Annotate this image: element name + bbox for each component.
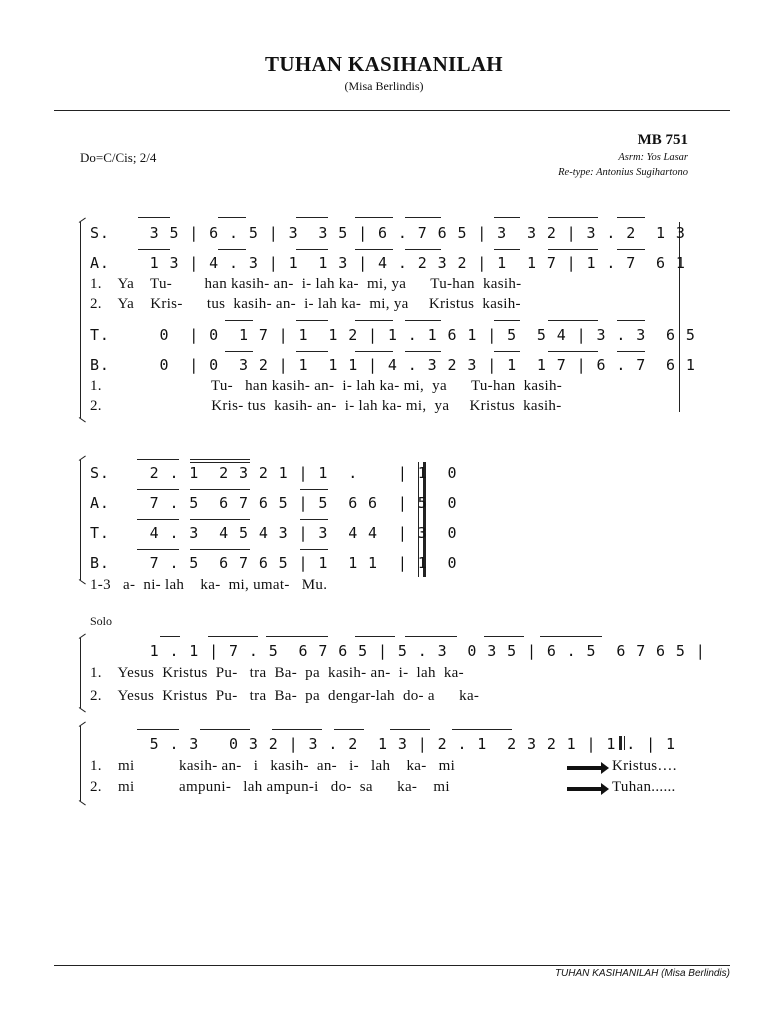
beam bbox=[138, 249, 170, 250]
beam bbox=[484, 636, 524, 637]
beam bbox=[617, 217, 645, 218]
beam bbox=[190, 459, 250, 460]
beam bbox=[494, 249, 520, 250]
alto-line: A. 1 3 | 4 . 3 | 1 1 3 | 4 . 2 3 2 | 1 1 7 | 1 . 7 6 1 bbox=[90, 254, 686, 272]
solo-lyric-verse2-end: 2. mi ampuni- lah ampun-i do- sa ka- mi bbox=[90, 779, 450, 795]
song-code: MB 751 bbox=[637, 132, 688, 148]
beam bbox=[334, 729, 364, 730]
beam bbox=[405, 217, 441, 218]
beam bbox=[617, 320, 645, 321]
beam bbox=[540, 636, 602, 637]
beam bbox=[190, 489, 250, 490]
beam bbox=[300, 549, 328, 550]
lyric-all-verses: 1-3 a- ni- lah ka- mi, umat- Mu. bbox=[90, 577, 328, 593]
beam bbox=[218, 249, 246, 250]
beam bbox=[190, 549, 250, 550]
beam bbox=[300, 519, 328, 520]
beam bbox=[296, 217, 328, 218]
system1-end-bar bbox=[679, 222, 680, 412]
tenor-line-2: T. 4 . 3 4 5 4 3 | 3 4 4 | 3 0 bbox=[90, 524, 458, 542]
beam bbox=[405, 249, 441, 250]
system1-brace bbox=[80, 222, 81, 418]
beam bbox=[296, 351, 328, 352]
key-signature: Do=C/Cis; 2/4 bbox=[80, 150, 157, 165]
beam bbox=[296, 249, 328, 250]
header-divider bbox=[54, 110, 730, 111]
beam bbox=[494, 217, 520, 218]
song-title: TUHAN KASIHANILAH bbox=[265, 52, 503, 76]
footer-text: TUHAN KASIHANILAH (Misa Berlindis) bbox=[554, 968, 730, 979]
beam bbox=[137, 489, 179, 490]
beam bbox=[355, 351, 393, 352]
end-bar-solo bbox=[619, 736, 622, 750]
solo-brace-1 bbox=[80, 638, 81, 708]
beam bbox=[225, 351, 253, 352]
bass-line-2: B. 7 . 5 6 7 6 5 | 1 1 1 | 1 0 bbox=[90, 554, 458, 572]
beam bbox=[390, 729, 430, 730]
beam bbox=[137, 459, 179, 460]
beam bbox=[355, 320, 393, 321]
beam bbox=[405, 320, 441, 321]
beam bbox=[208, 636, 258, 637]
bass-line: B. 0 | 0 3 2 | 1 1 1 | 4 . 3 2 3 | 1 1 7 | 6 . 7 6 1 bbox=[90, 356, 696, 374]
beam bbox=[160, 636, 180, 637]
beam bbox=[617, 249, 645, 250]
system2-brace bbox=[80, 460, 81, 580]
lyric-verse2-lower: 2. Kris- tus kasih- an- i- lah ka- mi, ya Kristus kasih- bbox=[90, 398, 562, 414]
beam bbox=[218, 217, 246, 218]
arrow-right-icon bbox=[567, 787, 602, 791]
beam bbox=[355, 636, 395, 637]
beam bbox=[225, 320, 253, 321]
beam bbox=[300, 489, 328, 490]
lyric-verse1: 1. Ya Tu- han kasih- an- i- lah ka- mi, ya Tu-han kasih- bbox=[90, 276, 522, 292]
solo-lyric-verse1: 1. Yesus Kristus Pu- tra Ba- pa kasih- an- i- lah ka- bbox=[90, 665, 464, 681]
beam bbox=[405, 351, 441, 352]
solo-brace-2 bbox=[80, 726, 81, 801]
soprano-line-2: S. 2 . 1 2 3 2 1 | 1 . | 1 0 bbox=[90, 464, 458, 482]
beam bbox=[355, 217, 393, 218]
arranger-credit: Asrm: Yos Lasar bbox=[618, 152, 688, 163]
solo-lyric-verse2: 2. Yesus Kristus Pu- tra Ba- pa dengar-lah do- a ka- bbox=[90, 688, 480, 704]
beam bbox=[494, 320, 520, 321]
soprano-line: S. 3 5 | 6 . 5 | 3 3 5 | 6 . 7 6 5 | 3 3 2 | 3 . 2 1 3 bbox=[90, 224, 686, 242]
solo-ending-1: Kristus…. bbox=[612, 758, 677, 774]
arrow-right-icon bbox=[567, 766, 602, 770]
beam bbox=[617, 351, 645, 352]
solo-notes-2: 5 . 3 0 3 2 | 3 . 2 1 3 | 2 . 1 2 3 2 1 | 1 . | 1 bbox=[90, 735, 676, 753]
beam bbox=[272, 729, 322, 730]
song-subtitle: (Misa Berlindis) bbox=[344, 79, 424, 93]
beam bbox=[190, 462, 250, 463]
solo-label: Solo bbox=[90, 614, 113, 628]
lyric-verse2: 2. Ya Kris- tus kasih- an- i- lah ka- mi, ya Kristus kasih- bbox=[90, 296, 521, 312]
tenor-line: T. 0 | 0 1 7 | 1 1 2 | 1 . 1 6 1 | 5 5 4 | 3 . 3 6 5 bbox=[90, 326, 696, 344]
end-bar-solo-thin bbox=[624, 736, 625, 750]
beam bbox=[405, 636, 457, 637]
beam bbox=[494, 351, 520, 352]
beam bbox=[137, 549, 179, 550]
beam bbox=[190, 519, 250, 520]
solo-ending-2: Tuhan...... bbox=[612, 779, 676, 795]
beam bbox=[355, 249, 393, 250]
beam bbox=[296, 320, 328, 321]
beam bbox=[137, 729, 179, 730]
beam bbox=[138, 217, 170, 218]
beam bbox=[266, 636, 328, 637]
solo-lyric-verse1-end: 1. mi kasih- an- i kasih- an- i- lah ka- mi bbox=[90, 758, 456, 774]
alto-line-2: A. 7 . 5 6 7 6 5 | 5 6 6 | 5 0 bbox=[90, 494, 458, 512]
beam bbox=[200, 729, 250, 730]
solo-notes-1: 1 . 1 | 7 . 5 6 7 6 5 | 5 . 3 0 3 5 | 6 . 5 6 7 6 5 | bbox=[90, 642, 706, 660]
retype-credit: Re-type: Antonius Sugihartono bbox=[558, 167, 688, 178]
beam bbox=[548, 351, 598, 352]
beam bbox=[548, 217, 598, 218]
beam bbox=[548, 320, 598, 321]
footer-divider bbox=[54, 965, 730, 966]
beam bbox=[137, 519, 179, 520]
beam bbox=[548, 249, 598, 250]
lyric-verse1-lower: 1. Tu- han kasih- an- i- lah ka- mi, ya Tu-han kasih- bbox=[90, 378, 563, 394]
beam bbox=[452, 729, 512, 730]
